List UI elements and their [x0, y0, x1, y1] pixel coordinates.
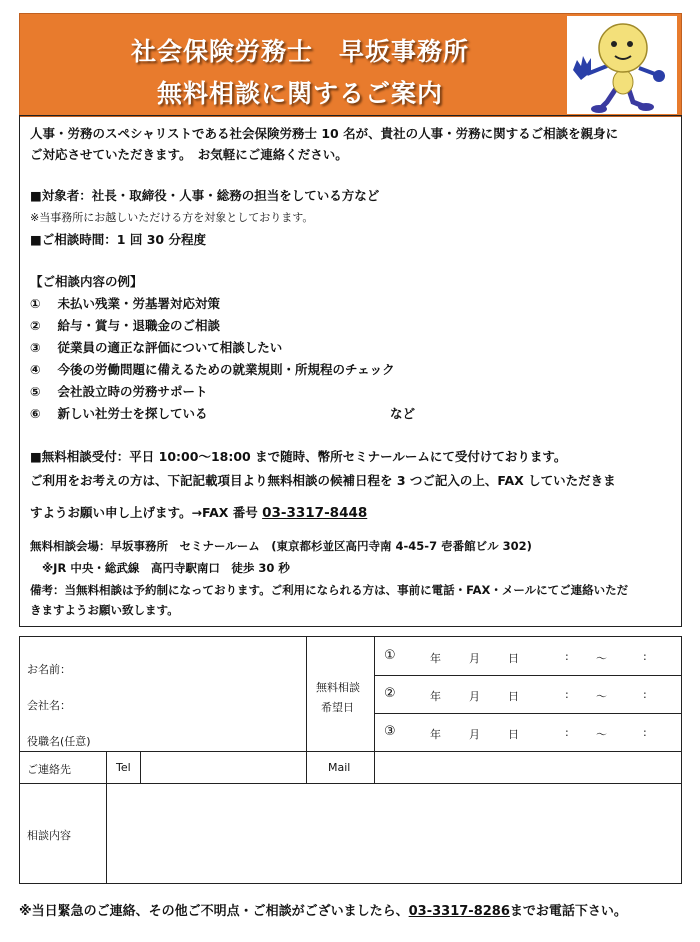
day-label: 日 [508, 690, 519, 703]
example-text: 新しい社労士を探している [57, 406, 208, 421]
preferred-date-label-1: 無料相談 [316, 681, 360, 694]
example-number: ⑥ [30, 406, 41, 421]
example-number: ④ [30, 362, 41, 377]
example-text: 会社設立時の労務サポート [57, 384, 208, 399]
footer-text-end: までお電話下さい。 [509, 904, 627, 919]
time-label: ■ご相談時間：1 回 30 分程度 [30, 232, 206, 247]
consultation-input[interactable] [108, 785, 680, 883]
divider [306, 751, 307, 783]
example-text: 従業員の適正な評価について相談したい [57, 340, 283, 355]
year-label: 年 [430, 728, 441, 741]
remarks-line-1: 備考：当無料相談は予約制になっております。ご利用になられる方は、事前に電話・FAX・メールにてご連絡いただ [30, 583, 629, 597]
example-item-1 [30, 294, 220, 312]
example-number: ② [30, 318, 41, 333]
time-tilde: ～ [596, 690, 607, 703]
tel-input[interactable] [142, 753, 304, 781]
time-colon: : [565, 726, 569, 739]
venue-line-2: ※JR 中央・総武線 高円寺駅南口 徒歩 30 秒 [42, 561, 290, 575]
position-input[interactable] [110, 723, 300, 747]
mascot-illustration [567, 16, 677, 114]
contact-label: ご連絡先 [27, 763, 71, 776]
date-number: ② [384, 686, 396, 701]
target-note: ※当事務所にお越しいただける方を対象としております。 [30, 211, 314, 224]
footer-note [19, 900, 627, 919]
office-title: 社会保険労務士 早坂事務所 [130, 37, 469, 66]
name-field-label: お名前： [27, 663, 71, 676]
time-tilde: ～ [596, 652, 607, 665]
example-text: 給与・賞与・退職金のご相談 [57, 318, 220, 333]
time-colon: : [643, 650, 647, 663]
venue-line-1: 無料相談会場：早坂事務所 セミナールーム (東京都杉並区高円寺南 4-45-7 壱番館ビル 302) [30, 539, 532, 553]
name-input[interactable] [90, 651, 300, 677]
divider [106, 751, 107, 883]
mail-label: Mail [328, 761, 351, 774]
divider [374, 675, 681, 676]
divider [20, 751, 681, 752]
remarks-line-2: きますようお願い致します。 [30, 603, 179, 617]
example-item-3 [30, 338, 282, 356]
time-colon: : [643, 688, 647, 701]
month-label: 月 [469, 690, 480, 703]
month-label: 月 [469, 728, 480, 741]
divider [374, 637, 375, 783]
time-colon: : [643, 726, 647, 739]
examples-etc: など [390, 406, 416, 421]
consultation-label: 相談内容 [27, 829, 71, 842]
intro-line-1: 人事・労務のスペシャリストである社会保険労務士 10 名が、貴社の人事・労務に関するご相談を親身に [30, 126, 619, 141]
fax-number: 03-3317-8448 [262, 505, 368, 521]
day-label: 日 [508, 652, 519, 665]
example-item-4 [30, 360, 395, 378]
examples-heading: 【ご相談内容の例】 [30, 274, 143, 289]
reception-line-3 [30, 503, 367, 521]
month-label: 月 [469, 652, 480, 665]
divider [20, 783, 681, 784]
year-label: 年 [430, 690, 441, 703]
company-input[interactable] [90, 687, 300, 713]
preferred-date-label-2: 希望日 [321, 701, 354, 714]
divider [140, 751, 141, 783]
example-item-2 [30, 316, 220, 334]
example-text: 未払い残業・労基署対応対策 [57, 296, 220, 311]
example-text: 今後の労働問題に備えるための就業規則・所規程のチェック [57, 362, 395, 377]
day-label: 日 [508, 728, 519, 741]
reception-line-2: ご利用をお考えの方は、下記記載項目より無料相談の候補日程を 3 つご記入の上、FAX していただきま [30, 473, 616, 488]
page-title: 無料相談に関するご案内 [156, 79, 443, 108]
date-number: ③ [384, 724, 396, 739]
example-number: ⑤ [30, 384, 41, 399]
company-field-label: 会社名： [27, 699, 71, 712]
example-number: ① [30, 296, 41, 311]
target-label: ■対象者：社長・取締役・人事・総務の担当をしている方など [30, 188, 380, 203]
footer-text: ※当日緊急のご連絡、その他ご不明点・ご相談がございましたら、 [19, 904, 409, 919]
header-banner [19, 13, 682, 117]
application-form [19, 636, 682, 884]
example-number: ③ [30, 340, 41, 355]
fax-instruction: すようお願い申し上げます。→FAX 番号 [30, 505, 258, 520]
info-box [19, 115, 682, 627]
example-item-6 [30, 404, 207, 422]
time-tilde: ～ [596, 728, 607, 741]
divider [306, 637, 307, 751]
time-colon: : [565, 688, 569, 701]
mail-input[interactable] [376, 753, 680, 781]
date-number: ① [384, 648, 396, 663]
divider [374, 713, 681, 714]
phone-number: 03-3317-8286 [408, 904, 510, 919]
year-label: 年 [430, 652, 441, 665]
position-field-label: 役職名(任意) [27, 735, 91, 748]
tel-label: Tel [116, 761, 131, 774]
reception-line-1: ■無料相談受付：平日 10:00～18:00 まで随時、幣所セミナールームにて受付けております。 [30, 449, 567, 464]
time-colon: : [565, 650, 569, 663]
example-item-5 [30, 382, 207, 400]
intro-line-2: ご対応させていただきます。 お気軽にご連絡ください。 [30, 147, 348, 162]
